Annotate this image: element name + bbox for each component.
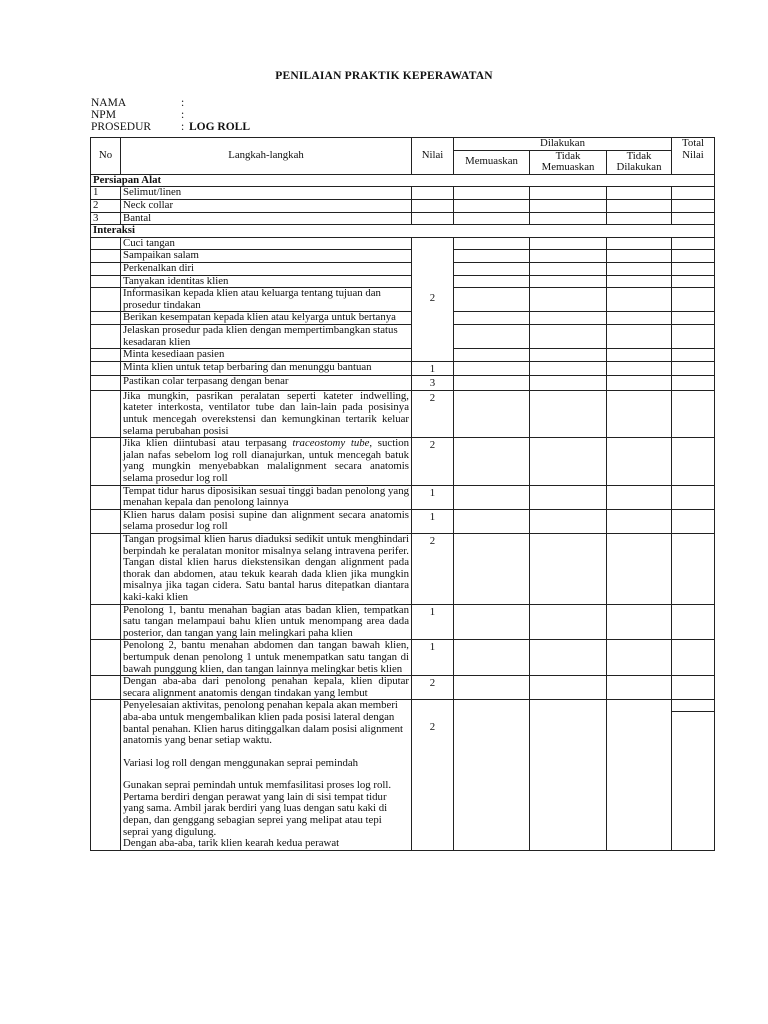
score-tidak-dilakukan-cell[interactable] (607, 349, 672, 362)
score-tidak-dilakukan-cell[interactable] (607, 187, 672, 200)
score-memuaskan-cell[interactable] (454, 288, 530, 312)
row-number: 1 (91, 187, 121, 200)
total-nilai-subcell (672, 700, 714, 712)
step-text: Dengan aba-aba dari penolong penahan kepala, klien diputar secara alignment anatomis dengan tindakan yang lembut (121, 676, 412, 700)
row-number (91, 275, 121, 288)
section-persiapan-row (91, 174, 715, 187)
row-number (91, 390, 121, 437)
total-nilai-cell[interactable] (672, 485, 715, 509)
total-nilai-cell[interactable] (672, 199, 715, 212)
table-row (91, 509, 715, 533)
header-memuaskan: Memuaskan (454, 150, 530, 174)
table-row (91, 700, 715, 851)
step-paragraph: Variasi log roll dengan menggunakan seprai pemindah (123, 756, 359, 769)
row-number (91, 534, 121, 605)
row-number (91, 324, 121, 348)
table-row (91, 275, 715, 288)
total-nilai-cell[interactable] (672, 438, 715, 485)
row-number (91, 509, 121, 533)
total-nilai-cell[interactable] (672, 250, 715, 263)
total-nilai-cell[interactable] (672, 312, 715, 325)
score-tidak-dilakukan-cell[interactable] (607, 275, 672, 288)
table-row (91, 376, 715, 391)
score-tidak-memuaskan-cell[interactable] (530, 640, 607, 676)
total-nilai-cell[interactable] (672, 604, 715, 640)
step-text: Pastikan colar terpasang dengan benar (121, 376, 412, 391)
score-tidak-dilakukan-cell[interactable] (607, 199, 672, 212)
table-row (91, 312, 715, 325)
score-tidak-memuaskan-cell[interactable] (530, 324, 607, 348)
row-number (91, 361, 121, 376)
table-row (91, 212, 715, 225)
score-tidak-memuaskan-cell[interactable] (530, 361, 607, 376)
nilai-cell: 1 (412, 485, 454, 509)
score-tidak-memuaskan-cell[interactable] (530, 288, 607, 312)
score-tidak-memuaskan-cell[interactable] (530, 534, 607, 605)
table-row (91, 361, 715, 376)
section-interaksi-row (91, 225, 715, 238)
nilai-cell: 1 (412, 361, 454, 376)
step-text-part: , suction jalan nafas sebelom log roll dianajurkan, untuk mencegah batuk yang mungkin menyebabkan malalignment secara anatomis selama prosedur log roll (123, 437, 409, 485)
step-text: Tempat tidur harus diposisikan sesuai tinggi badan penolong yang menahan kepala dan penolong lainnya (121, 485, 412, 509)
table-row (91, 187, 715, 200)
score-memuaskan-cell[interactable] (454, 604, 530, 640)
table-row (91, 676, 715, 700)
total-nilai-cell[interactable] (672, 509, 715, 533)
score-tidak-dilakukan-cell[interactable] (607, 700, 672, 851)
table-row (91, 237, 715, 250)
score-tidak-memuaskan-cell[interactable] (530, 262, 607, 275)
meta-nama-row (91, 97, 189, 109)
table-row (91, 288, 715, 312)
score-memuaskan-cell[interactable] (454, 312, 530, 325)
table-row (91, 390, 715, 437)
step-text: Berikan kesempatan kepada klien atau kelyarga untuk bertanya (121, 312, 412, 325)
step-text: Informasikan kepada klien atau keluarga tentang tujuan dan prosedur tindakan (121, 288, 412, 312)
row-number (91, 676, 121, 700)
prosedur-colon: : (181, 121, 185, 133)
header-total-nilai: Total Nilai (672, 138, 715, 175)
nilai-cell: 3 (412, 376, 454, 391)
score-tidak-memuaskan-cell[interactable] (530, 250, 607, 263)
score-tidak-dilakukan-cell[interactable] (607, 361, 672, 376)
row-number: 2 (91, 199, 121, 212)
nama-label: NAMA (91, 97, 127, 109)
score-tidak-memuaskan-cell[interactable] (530, 349, 607, 362)
score-memuaskan-cell[interactable] (454, 275, 530, 288)
score-tidak-dilakukan-cell[interactable] (607, 438, 672, 485)
nilai-cell: 2 (412, 237, 454, 361)
total-nilai-cell[interactable] (672, 288, 715, 312)
total-nilai-cell[interactable] (672, 262, 715, 275)
nilai-cell: 2 (412, 534, 454, 605)
table-row (91, 262, 715, 275)
score-memuaskan-cell[interactable] (454, 250, 530, 263)
nilai-cell: 2 (412, 438, 454, 485)
step-text: Jelaskan prosedur pada klien dengan mempertimbangkan status kesadaran klien (121, 324, 412, 348)
score-tidak-memuaskan-cell[interactable] (530, 212, 607, 225)
score-memuaskan-cell[interactable] (454, 676, 530, 700)
meta-npm-row (91, 109, 189, 121)
row-number (91, 640, 121, 676)
row-number (91, 700, 121, 851)
total-nilai-cell[interactable] (672, 700, 715, 851)
header-dilakukan: Dilakukan (454, 138, 672, 151)
row-number (91, 376, 121, 391)
header-no: No (91, 138, 121, 175)
step-paragraph: Pertama berdiri dengan perawat yang lain di sisi tempat tidur yang sama. Ambil jarak berdiri yang luas dengan satu kaki di depan, dan genggang sebagian seprei yang melipat atau tepi seprai yang digulung. (123, 790, 388, 838)
step-text: Selimut/linen (121, 187, 412, 200)
score-tidak-memuaskan-cell[interactable] (530, 390, 607, 437)
header-langkah: Langkah-langkah (121, 138, 412, 175)
score-tidak-dilakukan-cell[interactable] (607, 212, 672, 225)
score-tidak-memuaskan-cell[interactable] (530, 199, 607, 212)
assessment-table (90, 137, 715, 851)
npm-colon: : (181, 109, 185, 121)
score-tidak-dilakukan-cell[interactable] (607, 376, 672, 391)
score-memuaskan-cell[interactable] (454, 534, 530, 605)
total-nilai-cell[interactable] (672, 390, 715, 437)
score-memuaskan-cell[interactable] (454, 700, 530, 851)
nilai-cell (412, 187, 454, 200)
nilai-cell (412, 199, 454, 212)
step-text: Minta kesediaan pasien (121, 349, 412, 362)
score-memuaskan-cell[interactable] (454, 376, 530, 391)
total-nilai-cell[interactable] (672, 237, 715, 250)
score-memuaskan-cell[interactable] (454, 237, 530, 250)
score-tidak-dilakukan-cell[interactable] (607, 509, 672, 533)
row-number (91, 438, 121, 485)
step-text: Jika mungkin, pasrikan peralatan seperti kateter indwelling, kateter interkosta, ventilator tube dan lain-lain pada posisinya untuk mencegah overekstensi dan kemungkinan tertarik keluar selama perubahan posisi (121, 390, 412, 437)
step-text: Cuci tangan (121, 237, 412, 250)
nilai-cell: 2 (412, 700, 454, 851)
score-tidak-dilakukan-cell[interactable] (607, 288, 672, 312)
score-memuaskan-cell[interactable] (454, 390, 530, 437)
score-tidak-dilakukan-cell[interactable] (607, 312, 672, 325)
table-row (91, 250, 715, 263)
score-tidak-dilakukan-cell[interactable] (607, 676, 672, 700)
table-row (91, 324, 715, 348)
step-text: Sampaikan salam (121, 250, 412, 263)
score-tidak-memuaskan-cell[interactable] (530, 312, 607, 325)
step-text: Perkenalkan diri (121, 262, 412, 275)
row-number: 3 (91, 212, 121, 225)
step-paragraph: Penyelesaian aktivitas, penolong penahan kepala akan memberi aba-aba untuk mengembalikan klien pada posisi lateral dengan bantal penahan. Klien harus ditinggalkan dalam posisi alignment anatomis yang benar setiap waktu. (123, 699, 404, 747)
prosedur-label: PROSEDUR (91, 121, 152, 133)
score-tidak-dilakukan-cell[interactable] (607, 250, 672, 263)
row-number (91, 262, 121, 275)
meta-prosedur-row (91, 121, 250, 133)
total-nilai-cell[interactable] (672, 676, 715, 700)
section-persiapan-alat: Persiapan Alat (91, 174, 715, 187)
step-text-italic: traceostomy tube (292, 437, 370, 450)
step-text: Bantal (121, 212, 412, 225)
total-nilai-cell[interactable] (672, 640, 715, 676)
score-tidak-memuaskan-cell[interactable] (530, 485, 607, 509)
score-tidak-dilakukan-cell[interactable] (607, 640, 672, 676)
nilai-cell: 1 (412, 640, 454, 676)
score-tidak-dilakukan-cell[interactable] (607, 485, 672, 509)
header-row-1 (91, 138, 715, 151)
score-tidak-dilakukan-cell[interactable] (607, 324, 672, 348)
table-row (91, 485, 715, 509)
score-memuaskan-cell[interactable] (454, 438, 530, 485)
row-number (91, 250, 121, 263)
score-tidak-dilakukan-cell[interactable] (607, 534, 672, 605)
score-tidak-memuaskan-cell[interactable] (530, 700, 607, 851)
page-title: PENILAIAN PRAKTIK KEPERAWATAN (275, 70, 493, 82)
row-number (91, 485, 121, 509)
row-number (91, 288, 121, 312)
score-memuaskan-cell[interactable] (454, 212, 530, 225)
total-nilai-cell[interactable] (672, 376, 715, 391)
score-tidak-memuaskan-cell[interactable] (530, 187, 607, 200)
step-text: Klien harus dalam posisi supine dan alignment secara anatomis selama prosedur log roll (121, 509, 412, 533)
table-row (91, 349, 715, 362)
total-nilai-cell[interactable] (672, 324, 715, 348)
score-tidak-memuaskan-cell[interactable] (530, 237, 607, 250)
row-number (91, 237, 121, 250)
nilai-cell: 2 (412, 390, 454, 437)
row-number (91, 349, 121, 362)
nama-colon: : (181, 97, 185, 109)
row-number (91, 604, 121, 640)
table-row (91, 438, 715, 485)
score-tidak-dilakukan-cell[interactable] (607, 237, 672, 250)
step-text-part: Jika klien diintubasi atau terpasang (123, 437, 293, 450)
score-memuaskan-cell[interactable] (454, 187, 530, 200)
total-nilai-cell[interactable] (672, 534, 715, 605)
step-text: Penolong 1, bantu menahan bagian atas badan klien, tempatkan satu tangan melampaui bahu klien untuk menompang area dada posterior, dan tangan yang lain melingkari paha klien (121, 604, 412, 640)
nilai-cell: 2 (412, 676, 454, 700)
step-paragraph: Gunakan seprai pemindah untuk memfasilitasi proses log roll. (123, 779, 392, 792)
score-memuaskan-cell[interactable] (454, 349, 530, 362)
score-tidak-memuaskan-cell[interactable] (530, 376, 607, 391)
step-text: Neck collar (121, 199, 412, 212)
step-paragraph: Dengan aba-aba, tarik klien kearah kedua perawat (123, 837, 340, 850)
table-row (91, 534, 715, 605)
nilai-cell (412, 212, 454, 225)
section-interaksi: Interaksi (91, 225, 715, 238)
score-memuaskan-cell[interactable] (454, 509, 530, 533)
table-row (91, 640, 715, 676)
header-tidak-memuaskan: Tidak Memuaskan (530, 150, 607, 174)
total-nilai-cell[interactable] (672, 212, 715, 225)
table-row (91, 199, 715, 212)
total-nilai-cell[interactable] (672, 187, 715, 200)
score-tidak-memuaskan-cell[interactable] (530, 509, 607, 533)
row-number (91, 312, 121, 325)
score-memuaskan-cell[interactable] (454, 199, 530, 212)
step-text: Minta klien untuk tetap berbaring dan menunggu bantuan (121, 361, 412, 376)
total-nilai-cell[interactable] (672, 361, 715, 376)
score-tidak-dilakukan-cell[interactable] (607, 604, 672, 640)
step-text: Tanyakan identitas klien (121, 275, 412, 288)
npm-label: NPM (91, 109, 116, 121)
score-tidak-memuaskan-cell[interactable] (530, 275, 607, 288)
prosedur-value: LOG ROLL (189, 121, 251, 133)
score-memuaskan-cell[interactable] (454, 324, 530, 348)
nilai-cell: 1 (412, 509, 454, 533)
step-text (121, 438, 412, 485)
total-nilai-cell[interactable] (672, 349, 715, 362)
score-tidak-dilakukan-cell[interactable] (607, 262, 672, 275)
total-nilai-cell[interactable] (672, 275, 715, 288)
header-nilai: Nilai (412, 138, 454, 175)
nilai-cell: 1 (412, 604, 454, 640)
score-tidak-memuaskan-cell[interactable] (530, 438, 607, 485)
score-tidak-memuaskan-cell[interactable] (530, 604, 607, 640)
score-memuaskan-cell[interactable] (454, 640, 530, 676)
score-memuaskan-cell[interactable] (454, 262, 530, 275)
score-memuaskan-cell[interactable] (454, 361, 530, 376)
score-tidak-memuaskan-cell[interactable] (530, 676, 607, 700)
step-text: Penolong 2, bantu menahan abdomen dan tangan bawah klien, bertumpuk denan penolong 1 untuk menempatkan satu tangan di bawah punggung klien, dan tangan lainnya melingkar betis klien (121, 640, 412, 676)
table-row (91, 604, 715, 640)
step-text: Tangan progsimal klien harus diaduksi sedikit untuk menghindari berpindah ke peralatan monitor misalnya selang intravena perifer. Tangan distal klien harus diekstensikan dengan alignment pada thorak dan abdomen, atau tekuk kearah dada klien jika mungkin misalnya jika tagan cidera. Satu bantal harus ditepatkan diantara kaki-kaki klien (121, 534, 412, 605)
step-text (121, 700, 412, 851)
score-tidak-dilakukan-cell[interactable] (607, 390, 672, 437)
score-memuaskan-cell[interactable] (454, 485, 530, 509)
header-tidak-dilakukan: Tidak Dilakukan (607, 150, 672, 174)
